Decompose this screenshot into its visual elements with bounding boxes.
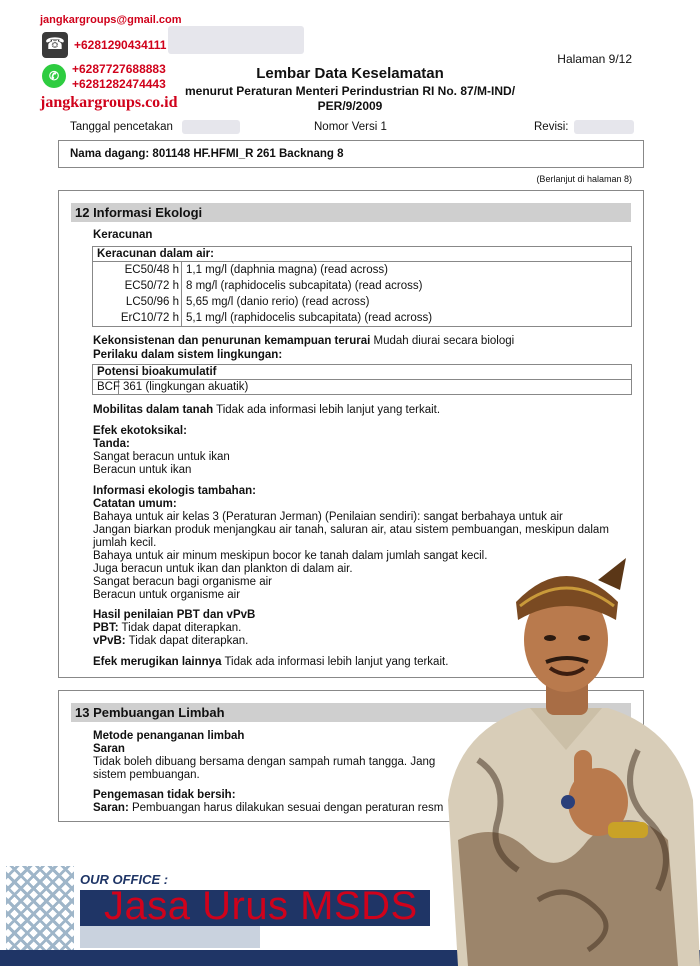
toxicity-label: Keracunan	[93, 229, 153, 241]
continued-note: (Berlanjut di halaman 8)	[536, 174, 632, 184]
table-row-value: 8 mg/l (raphidocelis subcapitata) (read across)	[186, 280, 423, 292]
bioaccumulative-label: Potensi bioakumulatif	[97, 366, 217, 378]
table-row-value: 1,1 mg/l (daphnia magna) (read across)	[186, 264, 388, 276]
row-key: EC50/72 h	[124, 280, 179, 292]
persistence-label: Kekonsistenan dan penurunan kemampuan terurai	[93, 335, 371, 347]
office-pattern	[6, 866, 74, 952]
redacted-block	[168, 26, 304, 54]
section-12-heading: 12 Informasi Ekologi	[71, 203, 631, 222]
other-effects-value: Tidak ada informasi lebih lanjut yang terkait.	[221, 656, 449, 668]
behaviour-label: Perilaku dalam sistem lingkungan:	[93, 349, 283, 361]
general-note-line: Juga beracun untuk ikan dan plankton di dalam air.	[93, 563, 353, 575]
whatsapp-icon: ✆	[42, 64, 66, 88]
pbt-label: PBT:	[93, 622, 119, 634]
aquatic-toxicity-header	[92, 246, 632, 262]
method-label: Metode penanganan limbah	[93, 730, 245, 742]
print-date-label: Tanggal pencetakan	[70, 121, 173, 133]
general-note-line: Sangat beracun bagi organisme air	[93, 576, 273, 588]
page-number: Halaman 9/12	[557, 52, 632, 66]
bcf-row	[92, 379, 632, 395]
table-row	[93, 279, 179, 292]
bioaccumulative-header	[92, 364, 632, 380]
document-subtitle	[150, 84, 550, 114]
advice-line-1: Tidak boleh dibuang bersama dengan sampah rumah tangga. Jang	[93, 756, 436, 768]
persistence-line	[93, 335, 514, 348]
vpvb-label: vPvB:	[93, 635, 126, 647]
redacted-revision	[574, 120, 634, 134]
list-item: Sangat beracun untuk ikan	[93, 451, 230, 463]
vpvb-line	[93, 635, 248, 648]
general-note-line: jumlah kecil.	[93, 537, 157, 549]
signs-label: Tanda:	[93, 438, 130, 450]
general-note-line: Jangan biarkan produk menjangkau air tanah, saluran air, atau sistem pembuangan, meskipun dalam	[93, 524, 609, 536]
subtitle-line-2: PER/9/2009	[317, 99, 383, 113]
table-row	[93, 311, 179, 324]
ecotox-label: Efek ekotoksikal:	[93, 425, 187, 437]
subtitle-line-1: menurut Peraturan Menteri Perindustrian RI No. 87/M-IND/	[184, 84, 516, 98]
list-item: Beracun untuk ikan	[93, 464, 192, 476]
aquatic-toxicity-table	[92, 261, 632, 327]
table-row	[93, 295, 179, 308]
redacted-print-date	[182, 120, 240, 134]
table-row-value: 5,65 mg/l (danio rerio) (read across)	[186, 296, 370, 308]
revision-label: Revisi:	[534, 121, 569, 133]
uncleaned-advice-line	[93, 802, 443, 815]
aquatic-toxicity-label: Keracunan dalam air:	[97, 248, 214, 260]
presenter-photo	[438, 540, 700, 966]
advice-label: Saran	[93, 743, 125, 755]
general-notes-label: Catatan umum:	[93, 498, 177, 510]
pbt-value: Tidak dapat diterapkan.	[118, 622, 242, 634]
table-row	[93, 263, 179, 276]
office-label: OUR OFFICE :	[80, 872, 169, 887]
advice-line-2: sistem pembuangan.	[93, 769, 200, 781]
mobility-line	[93, 404, 440, 417]
document-title: Lembar Data Keselamatan	[256, 65, 444, 82]
mobility-label: Mobilitas dalam tanah	[93, 404, 214, 416]
uncleaned-advice-value: Pembuangan harus dilakukan sesuai dengan peraturan resm	[128, 802, 444, 814]
row-key: ErC10/72 h	[120, 312, 179, 324]
version-label: Nomor Versi 1	[314, 121, 387, 133]
contact-phone-wa-2[interactable]: +6281282474443	[72, 77, 166, 91]
other-effects-line	[93, 656, 448, 669]
contact-website[interactable]: jangkargroups.co.id	[40, 94, 178, 111]
office-title: Jasa Urus MSDS	[104, 884, 418, 928]
pbt-line	[93, 622, 241, 635]
trade-name-box: Nama dagang: 801148 HF.HFMI_R 261 Backnang 8	[58, 140, 644, 168]
section-13-heading: 13 Pembuangan Limbah	[71, 703, 631, 722]
mobility-value: Tidak ada informasi lebih lanjut yang terkait.	[213, 404, 441, 416]
row-key: LC50/96 h	[125, 296, 179, 308]
table-row-value: 5,1 mg/l (raphidocelis subcapitata) (read across)	[186, 312, 433, 324]
bcf-key: BCF	[97, 381, 120, 393]
row-key: EC50/48 h	[124, 264, 179, 276]
contact-email[interactable]: jangkargroups@gmail.com	[40, 14, 182, 26]
office-title-underbar	[80, 926, 260, 948]
persistence-value: Mudah diurai secara biologi	[370, 335, 515, 347]
bcf-value: 361 (lingkungan akuatik)	[123, 381, 249, 393]
general-note-line: Beracun untuk organisme air	[93, 589, 241, 601]
vpvb-value: Tidak dapat diterapkan.	[125, 635, 249, 647]
contact-phone-wa-1[interactable]: +6287727688883	[72, 62, 166, 76]
table-divider	[181, 262, 182, 326]
pbt-heading: Hasil penilaian PBT dan vPvB	[93, 609, 256, 621]
contact-phone-primary[interactable]: +6281290434111	[74, 38, 167, 52]
general-note-line: Bahaya untuk air minum meskipun bocor ke tanah dalam jumlah sangat kecil.	[93, 550, 488, 562]
additional-info-label: Informasi ekologis tambahan:	[93, 485, 256, 497]
general-note-line: Bahaya untuk air kelas 3 (Peraturan Jerman) (Penilaian sendiri): sangat berbahaya untuk air	[93, 511, 563, 523]
other-effects-label: Efek merugikan lainnya	[93, 656, 222, 668]
uncleaned-label: Pengemasan tidak bersih:	[93, 789, 236, 801]
telephone-icon: ☎	[42, 32, 68, 58]
uncleaned-advice-label: Saran:	[93, 802, 129, 814]
